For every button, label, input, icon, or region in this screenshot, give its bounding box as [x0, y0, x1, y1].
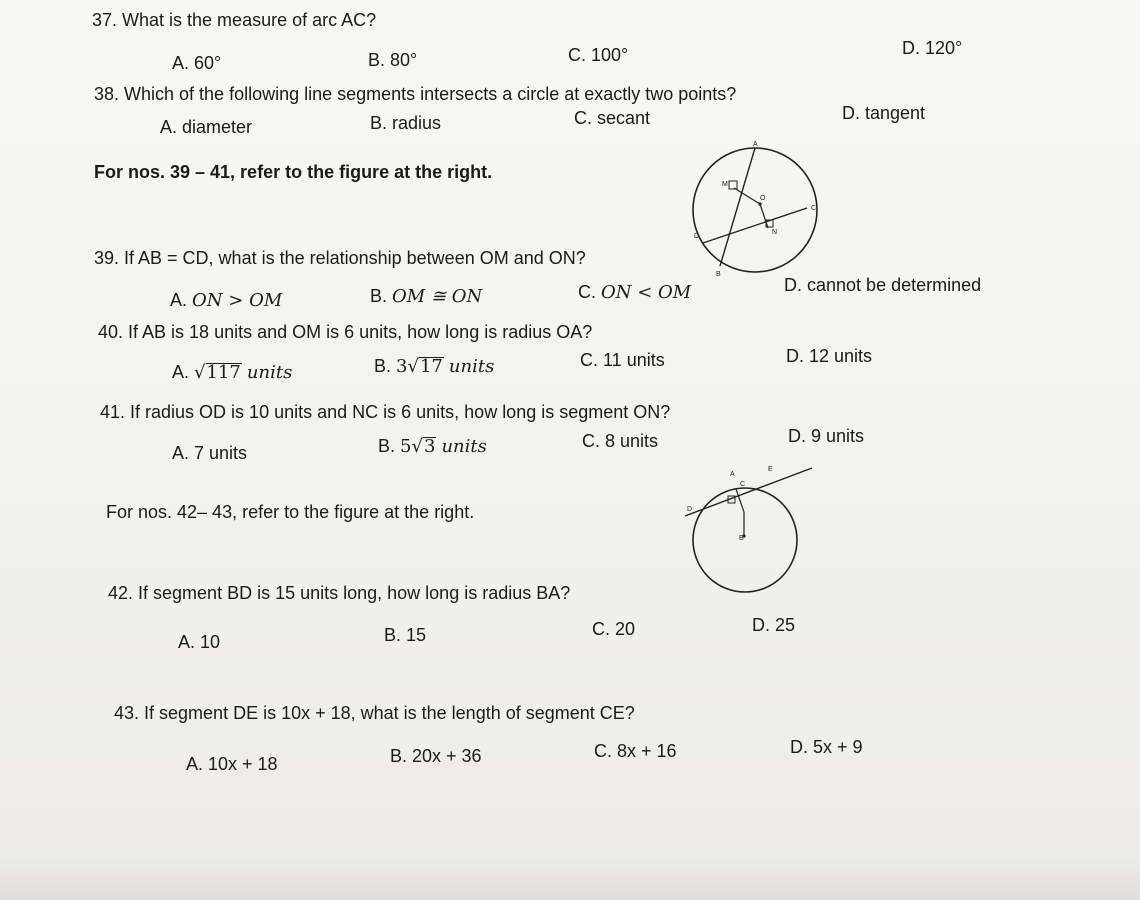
choice-39-c-math: ON < OM	[601, 282, 692, 303]
choice-39-c-letter: C.	[578, 282, 596, 302]
choice-43-b: B. 20x + 36	[390, 746, 482, 766]
choice-40-a-letter: A.	[172, 362, 190, 382]
choice-42-b: B. 15	[384, 625, 427, 645]
figure2-label-c: C	[740, 481, 746, 488]
figure2-label-b: B	[739, 535, 744, 542]
reference-note-39-41: For nos. 39 – 41, refer to the figure at the right.	[94, 162, 493, 182]
choice-43-a: A. 10x + 18	[186, 754, 278, 774]
choice-41-b-unit: units	[441, 436, 487, 457]
page-bottom-shading	[0, 860, 1140, 900]
choice-39-b-math: OM ≅ ON	[392, 286, 483, 307]
choice-37-b: B. 80°	[368, 50, 418, 70]
choice-39-d-text: cannot be determined	[807, 275, 982, 295]
figure1-label-d: D	[694, 233, 700, 240]
choice-39-a	[170, 290, 282, 311]
choice-39-b	[370, 286, 482, 307]
choice-37-c: C. 100°	[568, 45, 629, 65]
choice-39-d-letter: D.	[784, 275, 802, 295]
choice-41-b	[378, 436, 487, 457]
choice-40-b-sqrt: 3√17	[396, 356, 443, 377]
choice-37-a: A. 60°	[172, 53, 222, 73]
choice-40-a-unit: units	[246, 362, 293, 383]
choice-39-a-letter: A.	[170, 290, 188, 310]
choice-41-b-coef: 5	[400, 436, 412, 457]
figure1-label-m: M	[722, 181, 728, 188]
figure1-label-b: B	[716, 271, 721, 278]
choice-39-d	[784, 275, 981, 296]
choice-38-d: D. tangent	[842, 103, 926, 123]
figure2-label-d: D	[687, 506, 693, 513]
choice-41-d: D. 9 units	[788, 426, 865, 446]
figure2-label-e: E	[768, 466, 773, 473]
question-42: 42. If segment BD is 15 units long, how long is radius BA?	[108, 583, 571, 603]
question-37: 37. What is the measure of arc AC?	[92, 10, 377, 30]
choice-40-b	[374, 356, 494, 377]
choice-40-a-radicand: 117	[206, 362, 241, 383]
choice-42-c: C. 20	[592, 619, 636, 639]
choice-40-d: D. 12 units	[786, 346, 873, 366]
choice-37-d: D. 120°	[902, 38, 963, 58]
choice-41-b-sqrt: 5√3	[400, 436, 436, 457]
figure1-label-n: N	[772, 229, 778, 236]
choice-41-c: C. 8 units	[582, 431, 659, 451]
choice-40-c: C. 11 units	[580, 350, 665, 370]
choice-39-b-letter: B.	[370, 286, 388, 306]
figure2-label-a: A	[730, 471, 735, 478]
figure1-label-a: A	[753, 141, 758, 148]
reference-note-42-43: For nos. 42– 43, refer to the figure at the right.	[106, 502, 475, 522]
question-38: 38. Which of the following line segments intersects a circle at exactly two points?	[94, 84, 737, 104]
choice-38-c: C. secant	[574, 108, 651, 128]
choice-40-b-unit: units	[448, 356, 495, 377]
choice-41-b-radicand: 3	[423, 436, 436, 457]
figure1-label-c: C	[811, 205, 817, 212]
choice-40-b-coef: 3	[396, 356, 408, 377]
choice-41-b-letter: B.	[378, 436, 396, 456]
figure1-label-o: O	[760, 195, 766, 202]
choice-43-c: C. 8x + 16	[594, 741, 677, 761]
choice-42-d: D. 25	[752, 615, 796, 635]
choice-39-a-math: ON > OM	[192, 290, 283, 311]
choice-41-a: A. 7 units	[172, 443, 248, 463]
circle-figure-tangent	[680, 462, 820, 602]
choice-40-a	[172, 362, 292, 383]
choice-40-a-sqrt: √117	[194, 362, 241, 383]
question-43: 43. If segment DE is 10x + 18, what is the length of segment CE?	[114, 703, 635, 723]
choice-42-a: A. 10	[178, 632, 221, 652]
question-39: 39. If AB = CD, what is the relationship between OM and ON?	[94, 248, 586, 268]
choice-40-b-letter: B.	[374, 356, 392, 376]
choice-43-d: D. 5x + 9	[790, 737, 863, 757]
circle-figure-chords	[680, 138, 840, 278]
choice-38-b: B. radius	[370, 113, 442, 133]
question-40: 40. If AB is 18 units and OM is 6 units, how long is radius OA?	[98, 322, 593, 342]
choice-38-a: A. diameter	[160, 117, 253, 137]
choice-40-b-radicand: 17	[419, 356, 443, 377]
choice-39-c	[578, 282, 691, 303]
question-41: 41. If radius OD is 10 units and NC is 6 units, how long is segment ON?	[100, 402, 671, 422]
